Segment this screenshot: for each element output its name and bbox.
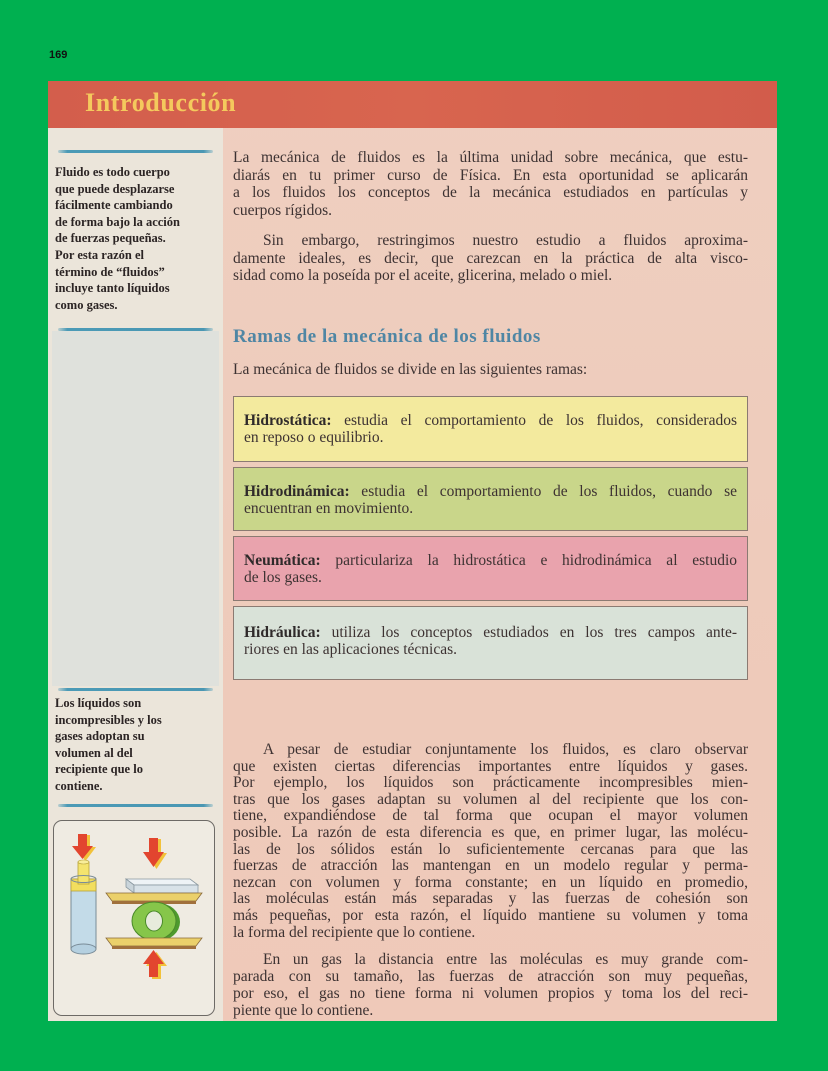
note-line: de forma bajo la acción xyxy=(55,214,180,229)
text-line: En un gas la distancia entre las moléculas es muy grande com- xyxy=(263,951,748,968)
branch-definition: utiliza los conceptos estudiados en los tres campos ante- xyxy=(320,624,737,641)
note-line: recipiente que lo xyxy=(55,762,143,777)
text-line: diarás en tu primer curso de Física. En esta oportunidad se aplicarán xyxy=(233,166,748,184)
text-line: fuerzas de atracción las mantengan en un modelo regular y perma- xyxy=(233,858,748,875)
text-line: cuerpos rígidos. xyxy=(233,201,333,219)
branch-definition: estudia el comportamiento de los fluidos, considerados xyxy=(331,412,737,429)
margin-note-liquids-gases xyxy=(55,695,217,795)
text-line: la forma del recipiente que lo contiene. xyxy=(233,924,476,941)
note-line: de fuerzas pequeñas. xyxy=(55,231,166,246)
note-line: como gases. xyxy=(55,297,118,312)
note-line: Fluido es todo cuerpo xyxy=(55,165,170,179)
text-line: A pesar de estudiar conjuntamente los fluidos, es claro observar xyxy=(263,742,748,758)
branch-definition: en reposo o equilibrio. xyxy=(244,429,384,446)
page-number: 169 xyxy=(49,49,68,61)
branch-term: Hidrodinámica: xyxy=(244,483,350,500)
text-line: que existen ciertas diferencias importantes entre líquidos y gases. xyxy=(233,758,748,775)
divider-line xyxy=(58,804,213,807)
down-arrow-icon xyxy=(72,834,96,861)
text-line: sidad como la poseída por el aceite, glicerina, melado o miel. xyxy=(233,267,613,284)
text-line: tiene, expandiéndose de tal forma que ocupan el mayor volumen xyxy=(233,808,748,825)
text-line: La mecánica de fluidos es la última unidad sobre mecánica, que estu- xyxy=(233,149,748,166)
note-line: incluye tanto líquidos xyxy=(55,281,170,296)
text-line: parada con su tamaño, las fuerzas de atracción son muy pequeñas, xyxy=(233,968,748,985)
branch-definition: particulariza la hidrostática e hidrodinámica al estudio xyxy=(320,552,737,569)
note-line: gases adoptan su xyxy=(55,729,145,744)
divider-line xyxy=(58,150,213,153)
compression-illustration xyxy=(53,820,215,1016)
text-line: Sin embargo, restringimos nuestro estudio a fluidos aproxima- xyxy=(263,232,748,249)
text-line: más pequeñas, por esta razón, el líquido mantiene su volumen y toma xyxy=(233,907,748,924)
divider-line xyxy=(58,688,213,691)
note-line: Por esta razón el xyxy=(55,247,144,262)
compression-figures-svg xyxy=(54,821,216,1017)
text-line: las moléculas están más separadas y las fuerzas de cohesión son xyxy=(233,891,748,908)
sidebar-blank-panel xyxy=(52,331,219,686)
branch-box-hidrodinamica xyxy=(233,467,748,531)
note-line: volumen al del xyxy=(55,745,133,760)
chapter-title: Introducción xyxy=(85,88,237,117)
section-intro: La mecánica de fluidos se divide en las siguientes ramas: xyxy=(233,361,588,378)
text-line: piente que lo contiene. xyxy=(233,1002,374,1019)
branch-box-hidrostatica xyxy=(233,396,748,462)
syringe-piston-compression-figure xyxy=(71,834,96,954)
branch-box-neumatica xyxy=(233,536,748,601)
branch-term: Hidráulica: xyxy=(244,624,321,641)
note-line: que puede desplazarse xyxy=(55,181,175,196)
text-line: damente ideales, es decir, que carezcan en la práctica de alta visco- xyxy=(233,249,748,267)
text-line: Por ejemplo, los líquidos son prácticamente incompresibles mien- xyxy=(233,775,748,792)
branch-definition: estudia el comportamiento de los fluidos, cuando se xyxy=(349,483,737,500)
branch-term: Hidrostática: xyxy=(244,412,332,429)
up-arrow-icon xyxy=(143,950,167,979)
solid-ring-compression-figure xyxy=(106,838,202,979)
chapter-header-band xyxy=(48,81,777,128)
text-line: nezcan con volumen y forma constante; en un líquido en promedio, xyxy=(233,874,748,891)
branch-term: Neumática: xyxy=(244,552,321,569)
intro-paragraph-1 xyxy=(233,149,748,219)
text-line: las de los sólidos están lo suficientemente cercanas para que las xyxy=(233,841,748,858)
note-line: contiene. xyxy=(55,778,103,793)
body-paragraph-2 xyxy=(233,951,748,1019)
body-paragraph-1 xyxy=(233,742,748,941)
section-heading: Ramas de la mecánica de los fluidos xyxy=(233,326,541,347)
text-line: posible. La razón de esta diferencia es que, en primer lugar, las molécu- xyxy=(233,824,748,841)
text-line: por eso, el gas no tiene forma ni volumen propios y toma los del reci- xyxy=(233,985,748,1002)
branch-definition: riores en las aplicaciones técnicas. xyxy=(244,641,458,658)
intro-paragraph-2 xyxy=(233,232,748,285)
margin-note-fluid-definition xyxy=(55,164,217,313)
branch-definition: de los gases. xyxy=(244,569,322,586)
branch-definition: encuentran en movimiento. xyxy=(244,500,414,517)
note-line: incompresibles y los xyxy=(55,712,162,727)
branch-box-hidraulica xyxy=(233,606,748,680)
note-line: fácilmente cambiando xyxy=(55,198,173,213)
text-line: a los fluidos los conceptos de la mecánica estudiados en partículas y xyxy=(233,184,748,201)
text-line: tras que los gases adaptan su volumen al del recipiente que los con- xyxy=(233,791,748,808)
textbook-page xyxy=(48,81,777,1021)
divider-line xyxy=(58,328,213,331)
note-line: Los líquidos son xyxy=(55,696,142,710)
note-line: término de “fluidos” xyxy=(55,264,165,279)
down-arrow-icon xyxy=(143,838,167,869)
